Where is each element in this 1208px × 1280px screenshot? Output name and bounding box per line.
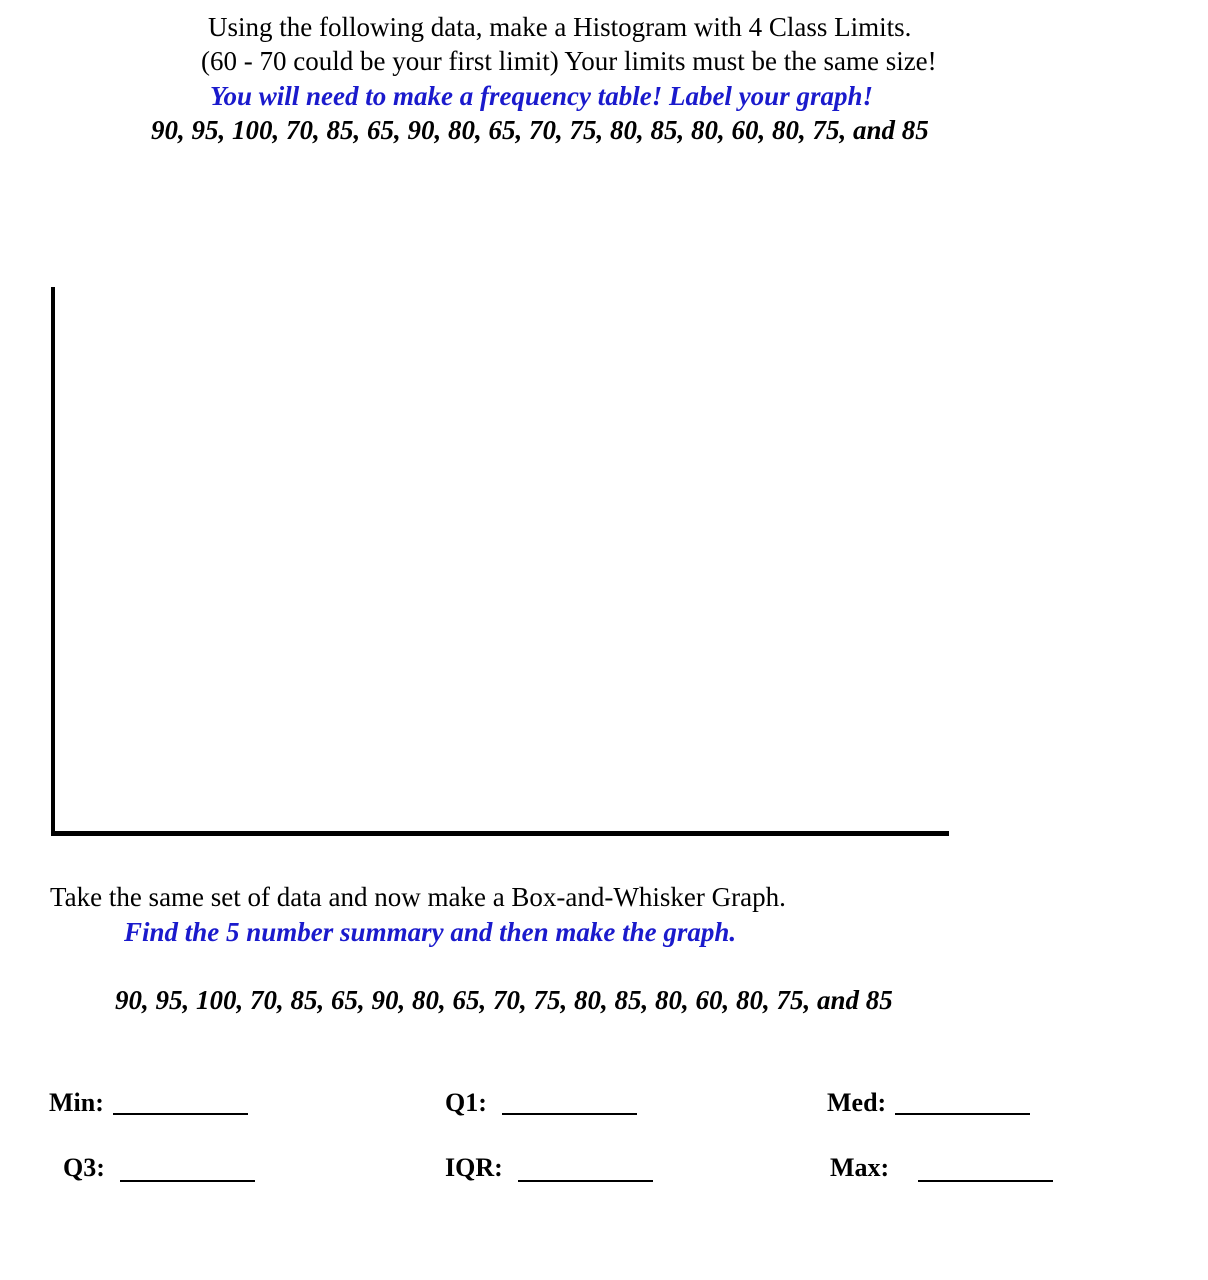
box-whisker-data-values: 90, 95, 100, 70, 85, 65, 90, 80, 65, 70, 75, 80, 85, 80, 60, 80, 75, and 85 [115, 985, 893, 1015]
y-axis-line [51, 287, 55, 835]
x-axis-line [51, 831, 949, 836]
max-answer-blank[interactable] [918, 1180, 1053, 1182]
median-answer-blank[interactable] [895, 1113, 1030, 1115]
box-whisker-instruction: Take the same set of data and now make a Box-and-Whisker Graph. [50, 882, 786, 912]
q1-answer-blank[interactable] [502, 1113, 637, 1115]
q3-label: Q3: [63, 1153, 105, 1182]
frequency-table-note: You will need to make a frequency table! Label your graph! [210, 81, 873, 111]
iqr-label: IQR: [445, 1153, 503, 1182]
median-label: Med: [827, 1088, 887, 1117]
min-label: Min: [49, 1088, 104, 1117]
iqr-answer-blank[interactable] [518, 1180, 653, 1182]
histogram-instruction-line-2: (60 - 70 could be your first limit) Your limits must be the same size! [201, 46, 937, 76]
five-number-summary-note: Find the 5 number summary and then make the graph. [124, 917, 737, 947]
histogram-data-values: 90, 95, 100, 70, 85, 65, 90, 80, 65, 70, 75, 80, 85, 80, 60, 80, 75, and 85 [151, 115, 929, 145]
min-answer-blank[interactable] [113, 1113, 248, 1115]
histogram-instruction-line-1: Using the following data, make a Histogram with 4 Class Limits. [208, 12, 912, 42]
max-label: Max: [830, 1153, 890, 1182]
q3-answer-blank[interactable] [120, 1180, 255, 1182]
q1-label: Q1: [445, 1088, 487, 1117]
